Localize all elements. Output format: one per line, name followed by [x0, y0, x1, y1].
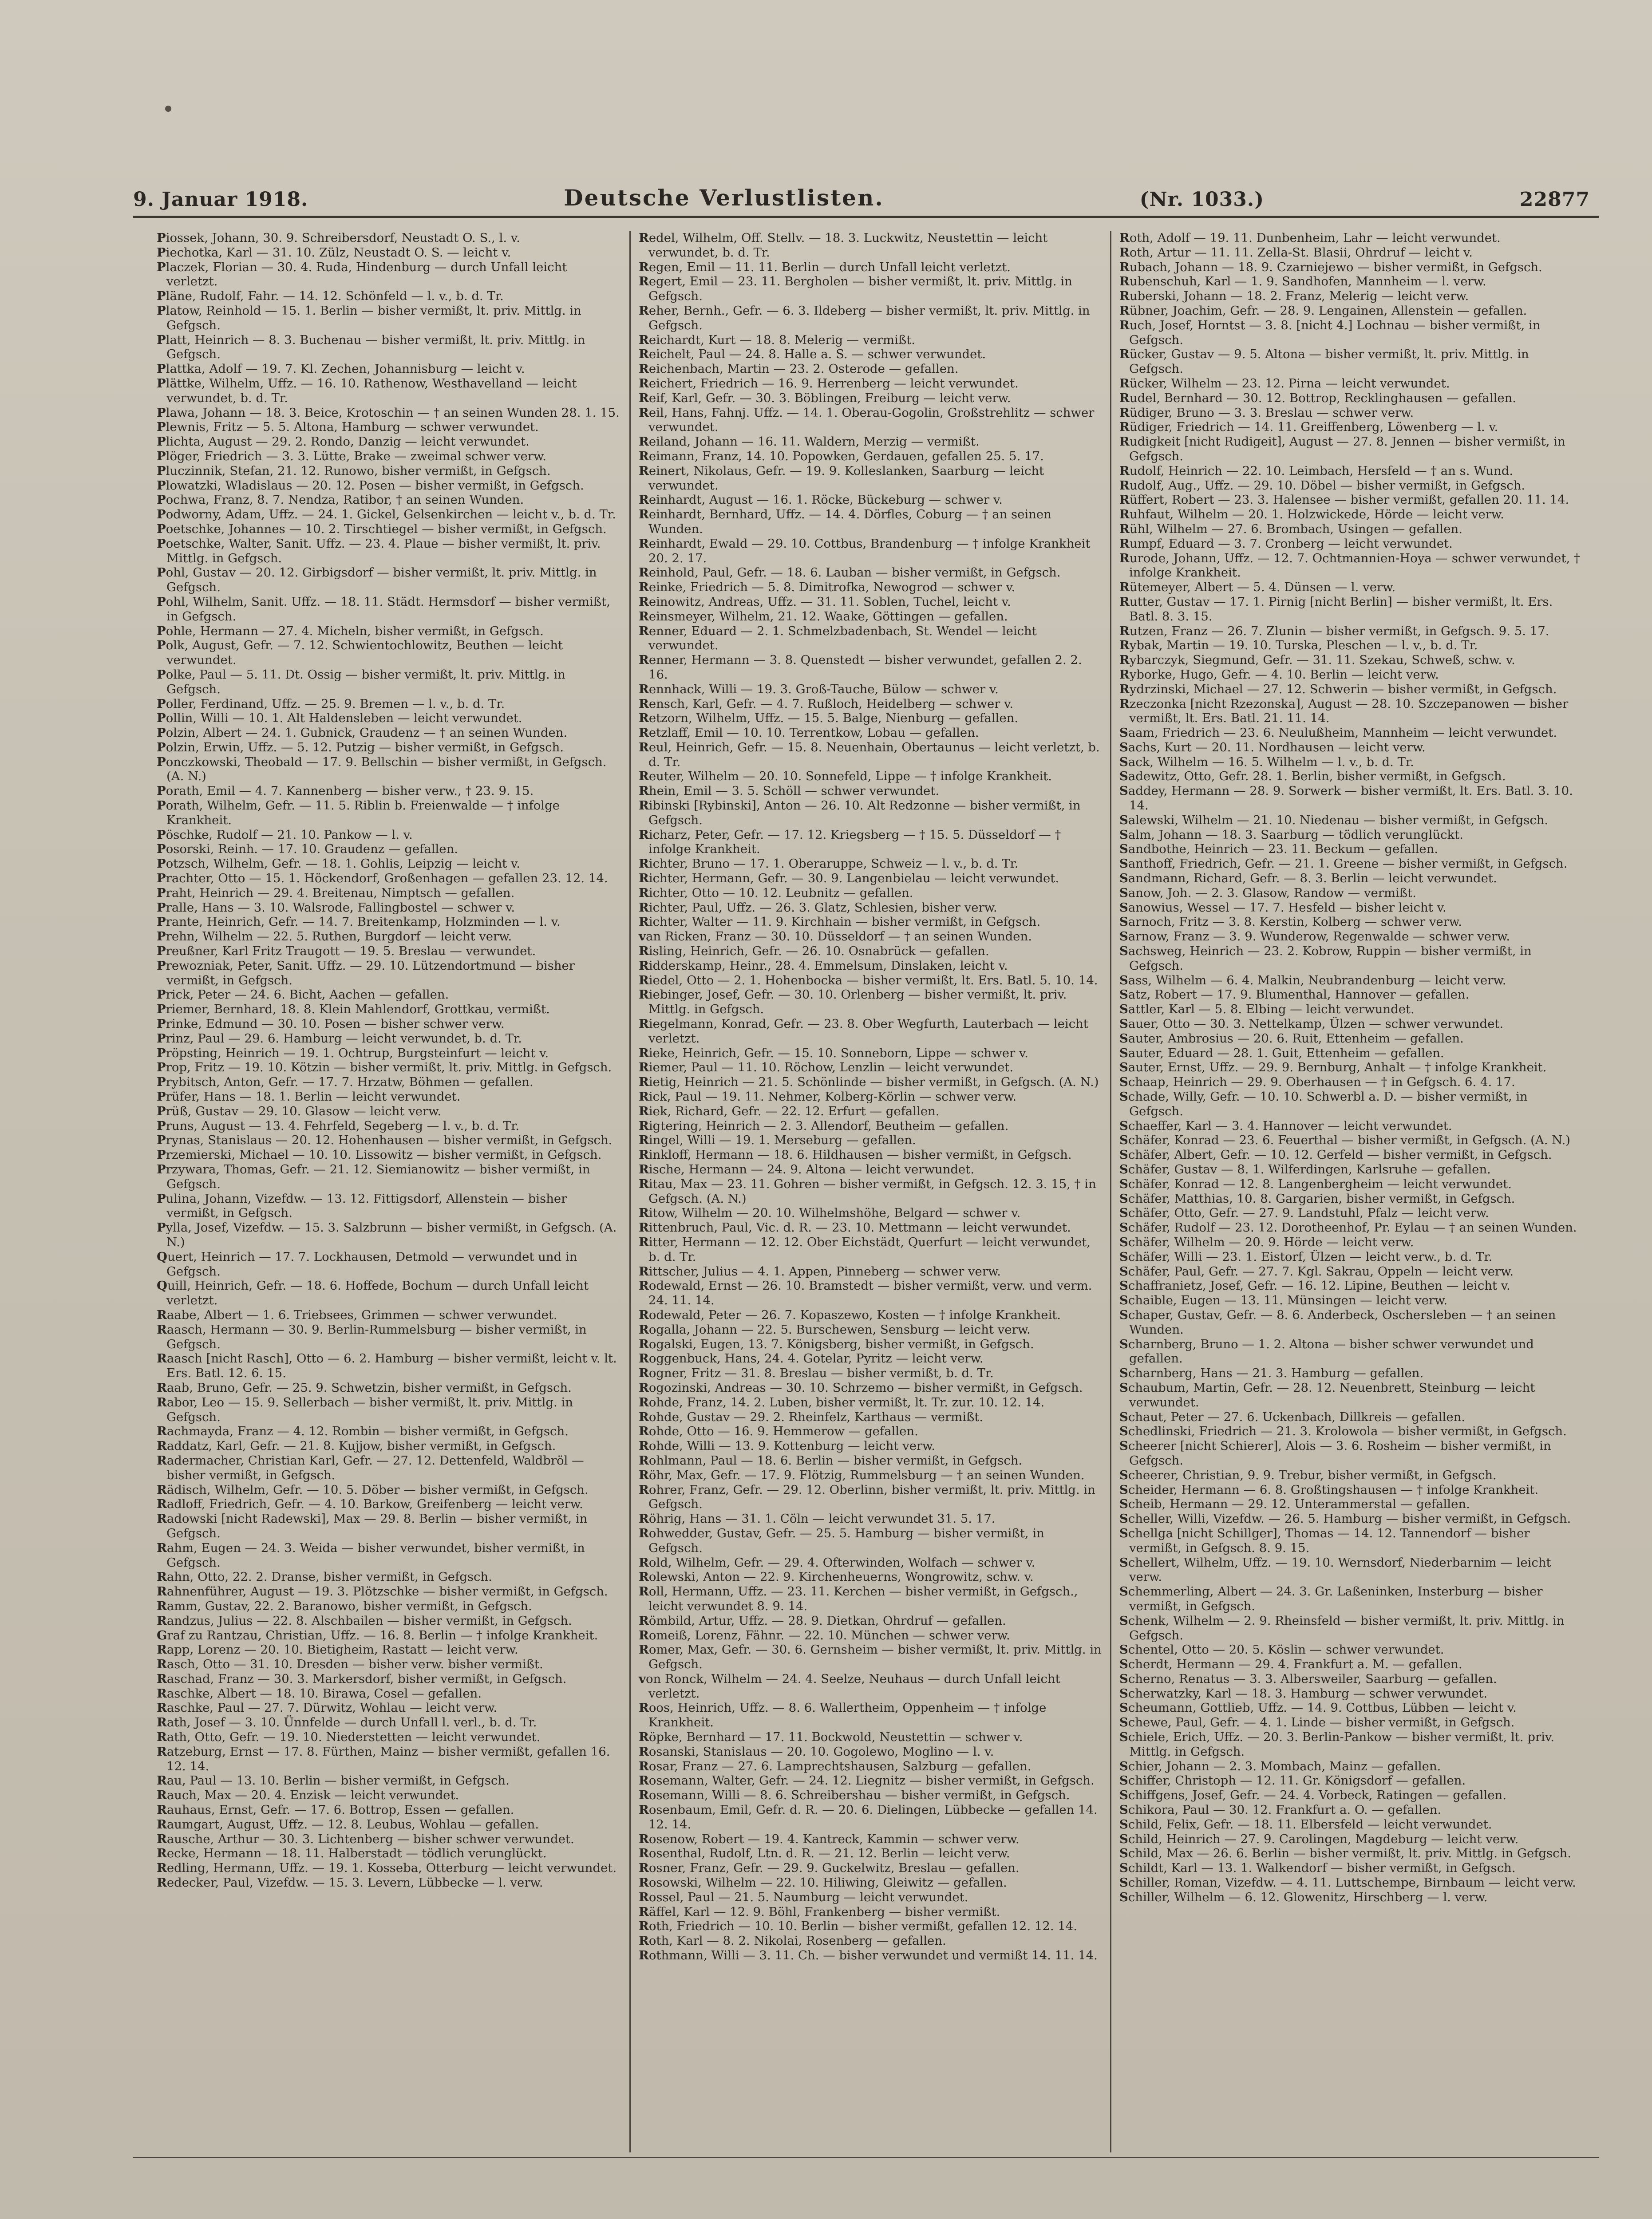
casualty-entry: Rubenschuh, Karl — 1. 9. Sandhofen, Mannheim — l. verw.: [1119, 274, 1486, 289]
casualty-entry: Roth, Karl — 8. 2. Nikolai, Rosenberg — gefallen.: [639, 1934, 946, 1948]
casualty-entry: Riek, Richard, Gefr. — 22. 12. Erfurt — gefallen.: [639, 1104, 940, 1118]
casualty-entry: Rolewski, Anton — 22. 9. Kirchenheuerns, Wongrowitz, schw. v.: [639, 1570, 1034, 1584]
casualty-entry: Prüß, Gustav — 29. 10. Glasow — leicht verw.: [157, 1104, 442, 1118]
casualty-entry: Rath, Otto, Gefr. — 19. 10. Niederstetten — leicht verwundet.: [157, 1730, 541, 1745]
casualty-entry: Sack, Wilhelm — 16. 5. Wilhelm — l. v., b. d. Tr.: [1119, 754, 1414, 769]
casualty-entry: Prehn, Wilhelm — 22. 5. Ruthen, Burgdorf — leicht verw.: [157, 929, 512, 944]
casualty-entry: Polzin, Albert — 24. 1. Gubnick, Graudenz — † an seinen Wunden.: [157, 726, 568, 740]
casualty-entry: Schaap, Heinrich — 29. 9. Oberhausen — † in Gefgsch. 6. 4. 17.: [1119, 1075, 1515, 1090]
casualty-entry: Raasch, Hermann — 30. 9. Berlin-Rummelsburg — bisher vermißt, in Gefgsch.: [157, 1322, 587, 1351]
casualty-entry: Salm, Johann — 18. 3. Saarburg — tödlich verunglückt.: [1119, 827, 1463, 842]
casualty-entry: Reinke, Friedrich — 5. 8. Dimitrofka, Newogrod — schwer v.: [639, 580, 1016, 595]
casualty-entry: Rohde, Franz, 14. 2. Luben, bisher vermißt, lt. Tr. zur. 10. 12. 14.: [639, 1395, 1045, 1410]
casualty-entry: Ringel, Willi — 19. 1. Merseburg — gefallen.: [639, 1133, 916, 1148]
casualty-entry: Risling, Heinrich, Gefr. — 26. 10. Osnabrück — gefallen.: [639, 944, 989, 959]
casualty-entry: Schiller, Roman, Vizefdw. — 4. 11. Luttschempe, Birnbaum — leicht verw.: [1119, 1875, 1576, 1890]
casualty-entry: Quert, Heinrich — 17. 7. Lockhausen, Detmold — verwundet und in Gefgsch.: [157, 1249, 577, 1279]
casualty-entry: Schaut, Peter — 27. 6. Uckenbach, Dillkreis — gefallen.: [1119, 1410, 1466, 1424]
casualty-entry: Redling, Hermann, Uffz. — 19. 1. Kosseba, Otterburg — leicht verwundet.: [157, 1861, 617, 1875]
casualty-entry: Rensch, Karl, Gefr. — 4. 7. Rußloch, Heidelberg — schwer v.: [639, 696, 1014, 711]
casualty-entry: Reichelt, Paul — 24. 8. Halle a. S. — schwer verwundet.: [639, 347, 986, 362]
casualty-entry: Reinsmeyer, Wilhelm, 21. 12. Waake, Göttingen — gefallen.: [639, 609, 1008, 624]
casualty-entry: Scherno, Renatus — 3. 3. Albersweiler, Saarburg — gefallen.: [1119, 1671, 1497, 1686]
casualty-entry: Reiland, Johann — 16. 11. Waldern, Merzig — vermißt.: [639, 434, 980, 449]
casualty-entry: Saddey, Hermann — 28. 9. Sorwerk — bisher vermißt, lt. Ers. Batl. 3. 10. 14.: [1119, 784, 1573, 813]
casualty-entry: Sauter, Eduard — 28. 1. Guit, Ettenheim — gefallen.: [1119, 1046, 1444, 1060]
casualty-entry: Rüdiger, Bruno — 3. 3. Breslau — schwer verw.: [1119, 405, 1414, 420]
casualty-entry: Schildt, Karl — 13. 1. Walkendorf — bisher vermißt, in Gefgsch.: [1119, 1861, 1516, 1875]
casualty-entry: Scharnberg, Bruno — 1. 2. Altona — bisher schwer verwundet und gefallen.: [1119, 1337, 1534, 1366]
casualty-entry: Pöschke, Rudolf — 21. 10. Pankow — l. v.: [157, 827, 413, 842]
casualty-entry: Schedlinski, Friedrich — 21. 3. Krolowola — bisher vermißt, in Gefgsch.: [1119, 1424, 1567, 1439]
header-date: 9. Januar 1918.: [133, 188, 308, 211]
casualty-entry: Reuter, Wilhelm — 20. 10. Sonnefeld, Lippe — † infolge Krankheit.: [639, 769, 1052, 784]
casualty-entry: Romeiß, Lorenz, Fähnr. — 22. 10. München — schwer verw.: [639, 1628, 1010, 1643]
casualty-entry: Radloff, Friedrich, Gefr. — 4. 10. Barkow, Greifenberg — leicht verw.: [157, 1497, 583, 1512]
casualty-entry: Rüdiger, Friedrich — 14. 11. Greiffenberg, Löwenberg — l. v.: [1119, 420, 1498, 434]
casualty-entry: Rudel, Bernhard — 30. 12. Bottrop, Recklinghausen — gefallen.: [1119, 391, 1517, 405]
casualty-entry: Plattka, Adolf — 19. 7. Kl. Zechen, Johannisburg — leicht v.: [157, 362, 525, 376]
casualty-entry: Santhoff, Friedrich, Gefr. — 21. 1. Greene — bisher vermißt, in Gefgsch.: [1119, 857, 1568, 871]
casualty-entry: Porath, Emil — 4. 7. Kannenberg — bisher verw., † 23. 9. 15.: [157, 784, 534, 798]
casualty-entry: Scherwatzky, Karl — 18. 3. Hamburg — schwer verwundet.: [1119, 1686, 1488, 1701]
casualty-entry: Schiffer, Christoph — 12. 11. Gr. Königsdorf — gefallen.: [1119, 1773, 1466, 1788]
casualty-entry: Reher, Bernh., Gefr. — 6. 3. Ildeberg — bisher vermißt, lt. priv. Mittlg. in Gefgsch.: [639, 303, 1090, 332]
casualty-entry: Schaper, Gustav, Gefr. — 8. 6. Anderbeck, Oschersleben — † an seinen Wunden.: [1119, 1307, 1556, 1337]
casualty-entry: Rybarczyk, Siegmund, Gefr. — 31. 11. Szekau, Schweß, schw. v.: [1119, 653, 1515, 667]
casualty-entry: Recke, Hermann — 18. 11. Halberstadt — tödlich verunglückt.: [157, 1846, 547, 1861]
casualty-entry: Raschad, Franz — 30. 3. Markersdorf, bisher vermißt, in Gefgsch.: [157, 1671, 567, 1686]
casualty-entry: Riebinger, Josef, Gefr. — 30. 10. Orlenberg — bisher vermißt, lt. priv. Mittlg. in Gefgsch.: [639, 987, 1067, 1017]
casualty-entry: Reimann, Franz, 14. 10. Popowken, Gerdauen, gefallen 25. 5. 17.: [639, 449, 1044, 463]
casualty-entry: Rausche, Arthur — 30. 3. Lichtenberg — bisher schwer verwundet.: [157, 1832, 574, 1846]
casualty-entry: Pochwa, Franz, 8. 7. Nendza, Ratibor, † an seinen Wunden.: [157, 493, 524, 507]
casualty-entry: Richter, Walter — 11. 9. Kirchhain — bisher vermißt, in Gefgsch.: [639, 915, 1041, 929]
casualty-entry: Prop, Fritz — 19. 10. Kötzin — bisher vermißt, lt. priv. Mittlg. in Gefgsch.: [157, 1060, 612, 1075]
casualty-entry: Polk, August, Gefr. — 7. 12. Schwientochlowitz, Beuthen — leicht verwundet.: [157, 638, 563, 667]
casualty-entry: Schäfer, Paul, Gefr. — 27. 7. Kgl. Sakrau, Oppeln — leicht verw.: [1119, 1264, 1514, 1279]
casualty-entry: Rau, Paul — 13. 10. Berlin — bisher vermißt, in Gefgsch.: [157, 1773, 510, 1788]
casualty-entry: Reinhold, Paul, Gefr. — 18. 6. Lauban — bisher vermißt, in Gefgsch.: [639, 565, 1061, 580]
casualty-entry: Räffel, Karl — 12. 9. Böhl, Frankenberg — bisher vermißt.: [639, 1904, 1000, 1919]
casualty-entry: Rosenow, Robert — 19. 4. Kantreck, Kammin — schwer verw.: [639, 1832, 1020, 1846]
casualty-entry: Rybak, Martin — 19. 10. Turska, Pleschen — l. v., b. d. Tr.: [1119, 638, 1478, 653]
casualty-entry: Polzin, Erwin, Uffz. — 5. 12. Putzig — bisher vermißt, in Gefgsch.: [157, 740, 564, 754]
casualty-entry: Rädisch, Wilhelm, Gefr. — 10. 5. Döber — bisher vermißt, in Gefgsch.: [157, 1482, 589, 1497]
casualty-entry: Rosemann, Willi — 8. 6. Schreibershau — bisher vermißt, in Gefgsch.: [639, 1788, 1070, 1803]
casualty-entry: Sachsweg, Heinrich — 23. 2. Kobrow, Ruppin — bisher vermißt, in Gefgsch.: [1119, 944, 1532, 973]
casualty-entry: Randzus, Julius — 22. 8. Alschbailen — bisher vermißt, in Gefgsch.: [157, 1613, 572, 1628]
casualty-entry: Plättke, Wilhelm, Uffz. — 16. 10. Rathenow, Westhavelland — leicht verwundet, b. d. Tr.: [157, 376, 577, 405]
casualty-entry: Podworny, Adam, Uffz. — 24. 1. Gickel, Gelsenkirchen — leicht v., b. d. Tr.: [157, 507, 616, 522]
casualty-entry: Rothmann, Willi — 3. 11. Ch. — bisher verwundet und vermißt 14. 11. 14.: [639, 1948, 1098, 1963]
casualty-entry: Roos, Heinrich, Uffz. — 8. 6. Wallertheim, Oppenheim — † infolge Krankheit.: [639, 1701, 1047, 1730]
casualty-entry: Reinhardt, Ewald — 29. 10. Cottbus, Brandenburg — † infolge Krankheit 20. 2. 17.: [639, 536, 1091, 565]
casualty-entry: von Ronck, Wilhelm — 24. 4. Seelze, Neuhaus — durch Unfall leicht verletzt.: [639, 1671, 1060, 1701]
casualty-entry: Poller, Ferdinand, Uffz. — 25. 9. Bremen — l. v., b. d. Tr.: [157, 696, 505, 711]
casualty-entry: Roth, Friedrich — 10. 10. Berlin — bisher vermißt, gefallen 12. 12. 14.: [639, 1919, 1078, 1934]
casualty-entry: Reinhardt, August — 16. 1. Röcke, Bückeburg — schwer v.: [639, 493, 1003, 507]
casualty-entry: Schäfer, Konrad — 23. 6. Feuerthal — bisher vermißt, in Gefgsch. (A. N.): [1119, 1133, 1570, 1148]
casualty-entry: Schiffgens, Josef, Gefr. — 24. 4. Vorbeck, Ratingen — gefallen.: [1119, 1788, 1506, 1803]
casualty-entry: Sachs, Kurt — 20. 11. Nordhausen — leicht verw.: [1119, 740, 1426, 754]
casualty-entry: Potzsch, Wilhelm, Gefr. — 18. 1. Gohlis, Leipzig — leicht v.: [157, 857, 520, 871]
casualty-entry: Posorski, Reinh. — 17. 10. Graudenz — gefallen.: [157, 842, 458, 857]
casualty-entry: Rudolf, Aug., Uffz. — 29. 10. Döbel — bisher vermißt, in Gefgsch.: [1119, 478, 1526, 493]
casualty-entry: Rühl, Wilhelm — 27. 6. Brombach, Usingen — gefallen.: [1119, 521, 1462, 536]
casualty-entry: Rudigkeit [nicht Rudigeit], August — 27. 8. Jennen — bisher vermißt, in Gefgsch.: [1119, 434, 1565, 463]
casualty-entry: Rosanski, Stanislaus — 20. 10. Gogolewo, Moglino — l. v.: [639, 1744, 994, 1759]
casualty-entry: Sarnoch, Fritz — 3. 8. Kerstin, Kolberg — schwer verw.: [1119, 915, 1462, 929]
casualty-entry: Riegelmann, Konrad, Gefr. — 23. 8. Ober Wegfurth, Lauterbach — leicht verletzt.: [639, 1017, 1088, 1046]
casualty-entry: Rabor, Leo — 15. 9. Sellerbach — bisher vermißt, lt. priv. Mittlg. in Gefgsch.: [157, 1395, 573, 1424]
casualty-entry: Schäfer, Matthias, 10. 8. Gargarien, bisher vermißt, in Gefgsch.: [1119, 1191, 1515, 1206]
casualty-entry: Raasch [nicht Rasch], Otto — 6. 2. Hamburg — bisher vermißt, leicht v. lt. Ers. Batl. 12. 6. 15.: [157, 1351, 617, 1381]
casualty-entry: Schemmerling, Albert — 24. 3. Gr. Laßeninken, Insterburg — bisher vermißt, in Gefgsch.: [1119, 1584, 1543, 1613]
casualty-entry: Richter, Hermann, Gefr. — 30. 9. Langenbielau — leicht verwundet.: [639, 871, 1059, 886]
casualty-entry: Platow, Reinhold — 15. 1. Berlin — bisher vermißt, lt. priv. Mittlg. in Gefgsch.: [157, 303, 581, 332]
casualty-entry: Saam, Friedrich — 23. 6. Neulußheim, Mannheim — leicht verwundet.: [1119, 726, 1557, 740]
casualty-entry: Przywara, Thomas, Gefr. — 21. 12. Siemianowitz — bisher vermißt, in Gefgsch.: [157, 1162, 590, 1191]
casualty-entry: Pralle, Hans — 3. 10. Walsrode, Fallingbostel — schwer v.: [157, 900, 515, 915]
header-issue: (Nr. 1033.): [1139, 188, 1265, 211]
casualty-entry: Rogner, Fritz — 31. 8. Breslau — bisher vermißt, b. d. Tr.: [639, 1366, 994, 1381]
casualty-entry: Rosowski, Wilhelm — 22. 10. Hiliwing, Gleiwitz — gefallen.: [639, 1875, 1007, 1890]
casualty-entry: Rath, Josef — 3. 10. Ünnfelde — durch Unfall l. verl., b. d. Tr.: [157, 1715, 537, 1730]
casualty-entry: Raab, Bruno, Gefr. — 25. 9. Schwetzin, bisher vermißt, in Gefgsch.: [157, 1380, 572, 1395]
casualty-entry: Rogalski, Eugen, 13. 7. Königsberg, bisher vermißt, in Gefgsch.: [639, 1337, 1034, 1351]
casualty-entry: Quill, Heinrich, Gefr. — 18. 6. Hoffede, Bochum — durch Unfall leicht verletzt.: [157, 1279, 589, 1308]
casualty-entry: Plewnis, Fritz — 5. 5. Altona, Hamburg — schwer verwundet.: [157, 420, 539, 434]
casualty-entry: Röhr, Max, Gefr. — 17. 9. Flötzig, Rummelsburg — † an seinen Wunden.: [639, 1468, 1085, 1482]
casualty-entry: Ribinski [Rybinski], Anton — 26. 10. Alt Redzonne — bisher vermißt, in Gefgsch.: [639, 798, 1081, 827]
casualty-entry: Prynas, Stanislaus — 20. 12. Hohenhausen — bisher vermißt, in Gefgsch.: [157, 1133, 613, 1148]
casualty-entry: Poetschke, Johannes — 10. 2. Tirschtiegel — bisher vermißt, in Gefgsch.: [157, 521, 607, 536]
casualty-entry: Rapp, Lorenz — 20. 10. Bietigheim, Rastatt — leicht verw.: [157, 1643, 518, 1657]
casualty-entry: Prinke, Edmund — 30. 10. Posen — bisher schwer verw.: [157, 1017, 505, 1031]
casualty-entry: Regen, Emil — 11. 11. Berlin — durch Unfall leicht verletzt.: [639, 260, 1011, 274]
casualty-entry: Poetschke, Walter, Sanit. Uffz. — 23. 4. Plaue — bisher vermißt, lt. priv. Mittlg. in Gefgsch.: [157, 536, 601, 565]
casualty-entry: Scheumann, Gottlieb, Uffz. — 14. 9. Cottbus, Lübben — leicht v.: [1119, 1701, 1517, 1715]
casualty-entry: Prick, Peter — 24. 6. Bicht, Aachen — gefallen.: [157, 987, 449, 1002]
casualty-entry: Raschke, Albert — 18. 10. Birawa, Cosel — gefallen.: [157, 1686, 482, 1701]
casualty-entry: Scharnberg, Hans — 21. 3. Hamburg — gefallen.: [1119, 1366, 1424, 1381]
casualty-entry: Ponczkowski, Theobald — 17. 9. Bellschin — bisher vermißt, in Gefgsch. (A. N.): [157, 754, 607, 784]
casualty-entry: Ratzeburg, Ernst — 17. 8. Fürthen, Mainz — bisher vermißt, gefallen 16. 12. 14.: [157, 1744, 610, 1773]
casualty-entry: Reinhardt, Bernhard, Uffz. — 14. 4. Dörfles, Coburg — † an seinen Wunden.: [639, 507, 1051, 536]
casualty-entry: Redel, Wilhelm, Off. Stellv. — 18. 3. Luckwitz, Neustettin — leicht verwundet, b. d. Tr.: [639, 231, 1048, 260]
casualty-entry: Ruch, Josef, Horntst — 3. 8. [nicht 4.] Lochnau — bisher vermißt, in Gefgsch.: [1119, 318, 1541, 347]
casualty-entry: Scheib, Hermann — 29. 12. Unterammerstal — gefallen.: [1119, 1497, 1470, 1512]
casualty-entry: Rennhack, Willi — 19. 3. Groß-Tauche, Bülow — schwer v.: [639, 682, 999, 696]
casualty-entry: Scheerer, Christian, 9. 9. Trebur, bisher vermißt, in Gefgsch.: [1119, 1468, 1497, 1482]
casualty-entry: Raschke, Paul — 27. 7. Dürwitz, Wohlau — leicht verw.: [157, 1701, 498, 1715]
casualty-entry: Schäfer, Rudolf — 23. 12. Dorotheenhof, Pr. Eylau — † an seinen Wunden.: [1119, 1220, 1577, 1235]
casualty-entry: Schiller, Wilhelm — 6. 12. Glowenitz, Hirschberg — l. verw.: [1119, 1890, 1488, 1904]
casualty-entry: Rüffert, Robert — 23. 3. Halensee — bisher vermißt, gefallen 20. 11. 14.: [1119, 493, 1569, 507]
header-title: Deutsche Verlustlisten.: [564, 185, 884, 211]
casualty-entry: Rydrzinski, Michael — 27. 12. Schwerin — bisher vermißt, in Gefgsch.: [1119, 682, 1557, 696]
casualty-entry: Rhein, Emil — 3. 5. Schöll — schwer verwundet.: [639, 784, 940, 798]
casualty-entry: Ruhfaut, Wilhelm — 20. 1. Holzwickede, Hörde — leicht verw.: [1119, 507, 1504, 522]
casualty-entry: Römbild, Artur, Uffz. — 28. 9. Dietkan, Ohrdruf — gefallen.: [639, 1613, 1006, 1628]
column-2: [629, 231, 1110, 2152]
casualty-entry: Ritter, Hermann — 12. 12. Ober Eichstädt, Querfurt — leicht verwundet, b. d. Tr.: [639, 1235, 1091, 1264]
casualty-entry: Raabe, Albert — 1. 6. Triebsees, Grimmen — schwer verwundet.: [157, 1307, 557, 1322]
casualty-entry: Schäfer, Konrad — 12. 8. Langenbergheim — leicht verwundet.: [1119, 1177, 1512, 1191]
casualty-entry: Rahnenführer, August — 19. 3. Plötzschke — bisher vermißt, in Gefgsch.: [157, 1584, 608, 1599]
casualty-entry: Sarnow, Franz — 3. 9. Wunderow, Regenwalde — schwer verw.: [1119, 929, 1510, 944]
casualty-entry: Schild, Felix, Gefr. — 18. 11. Elbersfeld — leicht verwundet.: [1119, 1817, 1492, 1832]
casualty-entry: Rahm, Eugen — 24. 3. Weida — bisher verwundet, bisher vermißt, in Gefgsch.: [157, 1540, 585, 1570]
casualty-entry: Regert, Emil — 23. 11. Bergholen — bisher vermißt, lt. priv. Mittlg. in Gefgsch.: [639, 274, 1072, 304]
casualty-entry: Pohl, Gustav — 20. 12. Girbigsdorf — bisher vermißt, lt. priv. Mittlg. in Gefgsch.: [157, 565, 597, 595]
casualty-entry: Schewe, Paul, Gefr. — 4. 1. Linde — bisher vermißt, in Gefgsch.: [1119, 1715, 1515, 1730]
casualty-entry: Plöger, Friedrich — 3. 3. Lütte, Brake — zweimal schwer verw.: [157, 449, 546, 463]
casualty-entry: Rohrer, Franz, Gefr. — 29. 12. Oberlinn, bisher vermißt, lt. priv. Mittlg. in Gefgsch.: [639, 1482, 1095, 1512]
casualty-entry: Ruberski, Johann — 18. 2. Franz, Melerig — leicht verw.: [1119, 289, 1469, 304]
casualty-entry: Roth, Artur — 11. 11. Zella-St. Blasii, Ohrdruf — leicht v.: [1119, 245, 1473, 260]
casualty-entry: Ritow, Wilhelm — 20. 10. Wilhelmshöhe, Belgard — schwer v.: [639, 1206, 1021, 1220]
casualty-entry: Reul, Heinrich, Gefr. — 15. 8. Neuenhain, Obertaunus — leicht verletzt, b. d. Tr.: [639, 740, 1100, 769]
casualty-entry: Preußner, Karl Fritz Traugott — 19. 5. Breslau — verwundet.: [157, 944, 536, 959]
casualty-entry: Rosenbaum, Emil, Gefr. d. R. — 20. 6. Dielingen, Lübbecke — gefallen 14. 12. 14.: [639, 1803, 1098, 1832]
casualty-entry: Rutzen, Franz — 26. 7. Zlunin — bisher vermißt, in Gefgsch. 9. 5. 17.: [1119, 624, 1549, 638]
casualty-entry: Rutter, Gustav — 17. 1. Pirnig [nicht Berlin] — bisher vermißt, lt. Ers. Batl. 8. 3. 15.: [1119, 594, 1553, 624]
casualty-list-columns: [149, 231, 1591, 2152]
casualty-entry: Pluczinnik, Stefan, 21. 12. Runowo, bisher vermißt, in Gefgsch.: [157, 463, 551, 478]
casualty-entry: Schaubum, Martin, Gefr. — 28. 12. Neuenbrett, Steinburg — leicht verwundet.: [1119, 1380, 1535, 1410]
casualty-entry: Rohde, Otto — 16. 9. Hemmerow — gefallen.: [639, 1424, 918, 1439]
casualty-entry: Placzek, Florian — 30. 4. Ruda, Hindenburg — durch Unfall leicht verletzt.: [157, 260, 567, 289]
casualty-entry: Schiele, Erich, Uffz. — 20. 3. Berlin-Pankow — bisher vermißt, lt. priv. Mittlg. in Gefgsch.: [1119, 1730, 1554, 1759]
casualty-entry: Rigtering, Heinrich — 2. 3. Allendorf, Beutheim — gefallen.: [639, 1118, 1009, 1133]
column-3: [1110, 231, 1591, 2152]
casualty-entry: Platt, Heinrich — 8. 3. Buchenau — bisher vermißt, lt. priv. Mittlg. in Gefgsch.: [157, 332, 585, 362]
casualty-entry: Ramm, Gustav, 22. 2. Baranowo, bisher vermißt, in Gefgsch.: [157, 1599, 532, 1613]
casualty-entry: Rauhaus, Ernst, Gefr. — 17. 6. Bottrop, Essen — gefallen.: [157, 1803, 514, 1817]
casualty-entry: Schäfer, Otto, Gefr. — 27. 9. Landstuhl, Pfalz — leicht verw.: [1119, 1206, 1489, 1220]
casualty-entry: Schellga [nicht Schillger], Thomas — 14. 12. Tannendorf — bisher vermißt, in Gefgsch. 8. 9. 15.: [1119, 1526, 1530, 1555]
casualty-entry: Plawa, Johann — 18. 3. Beice, Krotoschin — † an seinen Wunden 28. 1. 15.: [157, 405, 620, 420]
casualty-entry: Rurode, Johann, Uffz. — 12. 7. Ochtmannien-Hoya — schwer verwundet, † infolge Krankheit.: [1119, 551, 1580, 580]
casualty-entry: Pohle, Hermann — 27. 4. Micheln, bisher vermißt, in Gefgsch.: [157, 624, 544, 638]
casualty-entry: Graf zu Rantzau, Christian, Uffz. — 16. 8. Berlin — † infolge Krankheit.: [157, 1628, 598, 1643]
casualty-entry: Rittscher, Julius — 4. 1. Appen, Pinneberg — schwer verw.: [639, 1264, 1001, 1279]
casualty-entry: Richter, Bruno — 17. 1. Oberaruppe, Schweiz — l. v., b. d. Tr.: [639, 857, 1019, 871]
casualty-entry: Roggenbuck, Hans, 24. 4. Gotelar, Pyritz — leicht verw.: [639, 1351, 984, 1366]
footer-rule: [133, 2157, 1599, 2158]
casualty-entry: Rohde, Gustav — 29. 2. Rheinfelz, Karthaus — vermißt.: [639, 1410, 984, 1424]
casualty-entry: Prachter, Otto — 15. 1. Höckendorf, Großenhagen — gefallen 23. 12. 14.: [157, 871, 608, 886]
casualty-entry: Rahn, Otto, 22. 2. Dranse, bisher vermißt, in Gefgsch.: [157, 1570, 492, 1584]
casualty-entry: Rieke, Heinrich, Gefr. — 15. 10. Sonneborn, Lippe — schwer v.: [639, 1046, 1028, 1060]
casualty-entry: Rohwedder, Gustav, Gefr. — 25. 5. Hamburg — bisher vermißt, in Gefgsch.: [639, 1526, 1044, 1555]
casualty-entry: Pollin, Willi — 10. 1. Alt Haldensleben — leicht verwundet.: [157, 711, 522, 726]
casualty-entry: Reinowitz, Andreas, Uffz. — 31. 11. Soblen, Tuchel, leicht v.: [639, 594, 1011, 609]
casualty-entry: Rücker, Wilhelm — 23. 12. Pirna — leicht verwundet.: [1119, 376, 1450, 391]
casualty-entry: Schellert, Wilhelm, Uffz. — 19. 10. Wernsdorf, Niederbarnim — leicht verw.: [1119, 1555, 1551, 1584]
casualty-entry: Sattler, Karl — 5. 8. Elbing — leicht verwundet.: [1119, 1002, 1415, 1017]
casualty-entry: Radowski [nicht Radewski], Max — 29. 8. Berlin — bisher vermißt, in Gefgsch.: [157, 1512, 588, 1540]
casualty-entry: Sanowius, Wessel — 17. 7. Hesfeld — bisher leicht v.: [1119, 900, 1446, 915]
casualty-entry: Pohl, Wilhelm, Sanit. Uffz. — 18. 11. Städt. Hermsdorf — bisher vermißt, in Gefgsch.: [157, 594, 610, 624]
page-header: [133, 180, 1590, 211]
casualty-entry: Romer, Max, Gefr. — 30. 6. Gernsheim — bisher vermißt, lt. priv. Mittlg. in Gefgsch.: [639, 1643, 1102, 1672]
casualty-entry: Pläne, Rudolf, Fahr. — 14. 12. Schönfeld — l. v., b. d. Tr.: [157, 289, 504, 304]
casualty-entry: Rische, Hermann — 24. 9. Altona — leicht verwundet.: [639, 1162, 975, 1177]
casualty-entry: Rücker, Gustav — 9. 5. Altona — bisher vermißt, lt. priv. Mittlg. in Gefgsch.: [1119, 347, 1529, 376]
casualty-entry: Retzorn, Wilhelm, Uffz. — 15. 5. Balge, Nienburg — gefallen.: [639, 711, 1019, 726]
casualty-entry: Schild, Max — 26. 6. Berlin — bisher vermißt, lt. priv. Mittlg. in Gefgsch.: [1119, 1846, 1571, 1861]
casualty-entry: Piossek, Johann, 30. 9. Schreibersdorf, Neustadt O. S., l. v.: [157, 231, 520, 245]
casualty-entry: Rohlmann, Paul — 18. 6. Berlin — bisher vermißt, in Gefgsch.: [639, 1453, 1023, 1468]
casualty-entry: Przemierski, Michael — 10. 10. Lissowitz — bisher vermißt, in Gefgsch.: [157, 1148, 602, 1162]
casualty-entry: Prüfer, Hans — 18. 1. Berlin — leicht verwundet.: [157, 1090, 461, 1104]
casualty-entry: Salewski, Wilhelm — 21. 10. Niedenau — bisher vermißt, in Gefgsch.: [1119, 813, 1549, 827]
casualty-entry: Rietig, Heinrich — 21. 5. Schönlinde — bisher vermißt, in Gefgsch. (A. N.): [639, 1075, 1099, 1090]
casualty-entry: Ryborke, Hugo, Gefr. — 4. 10. Berlin — leicht verw.: [1119, 667, 1439, 682]
casualty-entry: Schade, Willy, Gefr. — 10. 10. Schwerbl a. D. — bisher vermißt, in Gefgsch.: [1119, 1090, 1528, 1118]
header-page-number: 22877: [1519, 188, 1590, 211]
casualty-entry: Renner, Eduard — 2. 1. Schmelzbadenbach, St. Wendel — leicht verwundet.: [639, 624, 1037, 653]
casualty-entry: Sass, Wilhelm — 6. 4. Malkin, Neubrandenburg — leicht verw.: [1119, 973, 1506, 987]
casualty-entry: Sauer, Otto — 30. 3. Nettelkamp, Ülzen — schwer verwundet.: [1119, 1017, 1504, 1031]
casualty-entry: Reif, Karl, Gefr. — 30. 3. Böblingen, Freiburg — leicht verw.: [639, 391, 1011, 405]
casualty-entry: Schaffranietz, Josef, Gefr. — 16. 12. Lipine, Beuthen — leicht v.: [1119, 1279, 1510, 1293]
casualty-entry: Porath, Wilhelm, Gefr. — 11. 5. Riblin b. Freienwalde — † infolge Krankheit.: [157, 798, 560, 827]
casualty-entry: Schäfer, Gustav — 8. 1. Wilferdingen, Karlsruhe — gefallen.: [1119, 1162, 1491, 1177]
casualty-entry: Sandbothe, Heinrich — 23. 11. Beckum — gefallen.: [1119, 842, 1439, 857]
casualty-entry: Scheerer [nicht Schierer], Alois — 3. 6. Rosheim — bisher vermißt, in Gefgsch.: [1119, 1439, 1551, 1468]
casualty-entry: Rodewald, Peter — 26. 7. Kopaszewo, Kosten — † infolge Krankheit.: [639, 1307, 1061, 1322]
casualty-entry: Priemer, Bernhard, 18. 8. Klein Mahlendorf, Grottkau, vermißt.: [157, 1002, 550, 1017]
casualty-entry: Ritau, Max — 23. 11. Gohren — bisher vermißt, in Gefgsch. 12. 3. 15, † in Gefgsch. (A. N.): [639, 1177, 1096, 1206]
casualty-entry: van Ricken, Franz — 30. 10. Düsseldorf — † an seinen Wunden.: [639, 929, 1032, 944]
casualty-entry: Retzlaff, Emil — 10. 10. Terrentkow, Lobau — gefallen.: [639, 726, 979, 740]
casualty-entry: Schentel, Otto — 20. 5. Köslin — schwer verwundet.: [1119, 1643, 1444, 1657]
header-rule: [133, 216, 1599, 218]
casualty-entry: Prinz, Paul — 29. 6. Hamburg — leicht verwundet, b. d. Tr.: [157, 1031, 522, 1046]
casualty-entry: Reichardt, Kurt — 18. 8. Melerig — vermißt.: [639, 332, 916, 347]
casualty-entry: Rick, Paul — 19. 11. Nehmer, Kolberg-Körlin — schwer verw.: [639, 1090, 1017, 1104]
casualty-entry: Roll, Hermann, Uffz. — 23. 11. Kerchen — bisher vermißt, in Gefgsch., leicht verwundet 8. 9. 14.: [639, 1584, 1078, 1613]
casualty-entry: Praht, Heinrich — 29. 4. Breitenau, Nimptsch — gefallen.: [157, 885, 515, 900]
casualty-entry: Rachmayda, Franz — 4. 12. Rombin — bisher vermißt, in Gefgsch.: [157, 1424, 569, 1439]
casualty-entry: Sandmann, Richard, Gefr. — 8. 3. Berlin — leicht verwundet.: [1119, 871, 1497, 886]
casualty-entry: Pröpsting, Heinrich — 19. 1. Ochtrup, Burgsteinfurt — leicht v.: [157, 1046, 549, 1060]
casualty-entry: Plowatzki, Wladislaus — 20. 12. Posen — bisher vermißt, in Gefgsch.: [157, 478, 584, 493]
casualty-entry: Reichert, Friedrich — 16. 9. Herrenberg — leicht verwundet.: [639, 376, 1019, 391]
casualty-entry: Rudolf, Heinrich — 22. 10. Leimbach, Hersfeld — † an s. Wund.: [1119, 463, 1514, 478]
casualty-entry: Rold, Wilhelm, Gefr. — 29. 4. Ofterwinden, Wolfach — schwer v.: [639, 1555, 1035, 1570]
casualty-entry: Riemer, Paul — 11. 10. Röchow, Lenzlin — leicht verwundet.: [639, 1060, 1014, 1075]
casualty-entry: Röhrig, Hans — 31. 1. Cöln — leicht verwundet 31. 5. 17.: [639, 1512, 996, 1526]
casualty-entry: Piechotka, Karl — 31. 10. Zülz, Neustadt O. S. — leicht v.: [157, 245, 511, 260]
casualty-entry: Prewozniak, Peter, Sanit. Uffz. — 29. 10. Lützendortmund — bisher vermißt, in Gefgsch.: [157, 958, 575, 987]
casualty-entry: Sauter, Ambrosius — 20. 6. Ruit, Ettenheim — gefallen.: [1119, 1031, 1464, 1046]
casualty-entry: Rütemeyer, Albert — 5. 4. Dünsen — l. verw.: [1119, 580, 1396, 595]
casualty-entry: Scheller, Willi, Vizefdw. — 26. 5. Hamburg — bisher vermißt, in Gefgsch.: [1119, 1512, 1571, 1526]
casualty-entry: Sauter, Ernst, Uffz. — 29. 9. Bernburg, Anhalt — † infolge Krankheit.: [1119, 1060, 1547, 1075]
casualty-entry: Schild, Heinrich — 27. 9. Carolingen, Magdeburg — leicht verw.: [1119, 1832, 1519, 1846]
casualty-entry: Richter, Otto — 10. 12. Leubnitz — gefallen.: [639, 885, 913, 900]
casualty-entry: Rodewald, Ernst — 26. 10. Bramstedt — bisher vermißt, verw. und verm. 24. 11. 14.: [639, 1279, 1092, 1308]
casualty-entry: Richarz, Peter, Gefr. — 17. 12. Kriegsberg — † 15. 5. Düsseldorf — † infolge Krankheit.: [639, 827, 1061, 857]
casualty-entry: Rzeczonka [nicht Rzezonska], August — 28. 10. Szczepanowen — bisher vermißt, lt. Ers. Batl. 21. 11. 14.: [1119, 696, 1569, 726]
casualty-entry: Schenk, Wilhelm — 2. 9. Rheinsfeld — bisher vermißt, lt. priv. Mittlg. in Gefgsch.: [1119, 1613, 1565, 1643]
casualty-entry: Redecker, Paul, Vizefdw. — 15. 3. Levern, Lübbecke — l. verw.: [157, 1875, 543, 1890]
casualty-entry: Rosar, Franz — 27. 6. Lamprechtshausen, Salzburg — gefallen.: [639, 1759, 1032, 1773]
ink-dot: [165, 106, 171, 112]
casualty-entry: Schäfer, Willi — 23. 1. Eistorf, Ülzen — leicht verw., b. d. Tr.: [1119, 1249, 1493, 1264]
casualty-entry: Rumpf, Eduard — 3. 7. Cronberg — leicht verwundet.: [1119, 536, 1453, 551]
casualty-entry: Reinert, Nikolaus, Gefr. — 19. 9. Kolleslanken, Saarburg — leicht verwundet.: [639, 463, 1044, 493]
casualty-entry: Rosner, Franz, Gefr. — 29. 9. Guckelwitz, Breslau — gefallen.: [639, 1861, 1020, 1875]
casualty-entry: Scheider, Hermann — 6. 8. Großtingshausen — † infolge Krankheit.: [1119, 1482, 1539, 1497]
casualty-entry: Röpke, Bernhard — 17. 11. Bockwold, Neustettin — schwer v.: [639, 1730, 1023, 1745]
casualty-entry: Ridderskamp, Heinr., 28. 4. Emmelsum, Dinslaken, leicht v.: [639, 958, 1008, 973]
casualty-entry: Polke, Paul — 5. 11. Dt. Ossig — bisher vermißt, lt. priv. Mittlg. in Gefgsch.: [157, 667, 565, 696]
casualty-entry: Rübner, Joachim, Gefr. — 28. 9. Lengainen, Allenstein — gefallen.: [1119, 303, 1527, 318]
casualty-entry: Schaeffer, Karl — 3. 4. Hannover — leicht verwundet.: [1119, 1118, 1452, 1133]
casualty-entry: Reil, Hans, Fahnj. Uffz. — 14. 1. Oberau-Gogolin, Großstrehlitz — schwer verwundet.: [639, 405, 1095, 434]
casualty-entry: Raumgart, August, Uffz. — 12. 8. Leubus, Wohlau — gefallen.: [157, 1817, 539, 1832]
column-1: [149, 231, 629, 2152]
casualty-entry: Schäfer, Wilhelm — 20. 9. Hörde — leicht verw.: [1119, 1235, 1414, 1249]
casualty-entry: Pruns, August — 13. 4. Fehrfeld, Segeberg — l. v., b. d. Tr.: [157, 1118, 520, 1133]
casualty-entry: Scherdt, Hermann — 29. 4. Frankfurt a. M. — gefallen.: [1119, 1657, 1462, 1672]
casualty-entry: Rogozinski, Andreas — 30. 10. Schrzemo — bisher vermißt, in Gefgsch.: [639, 1380, 1083, 1395]
casualty-entry: Schikora, Paul — 30. 12. Frankfurt a. O. — gefallen.: [1119, 1803, 1442, 1817]
casualty-entry: Sadewitz, Otto, Gefr. 28. 1. Berlin, bisher vermißt, in Gefgsch.: [1119, 769, 1506, 784]
casualty-entry: Schäfer, Albert, Gefr. — 10. 12. Gerfeld — bisher vermißt, in Gefgsch.: [1119, 1148, 1552, 1162]
casualty-entry: Rittenbruch, Paul, Vic. d. R. — 23. 10. Mettmann — leicht verwundet.: [639, 1220, 1071, 1235]
casualty-entry: Reichenbach, Martin — 23. 2. Osterode — gefallen.: [639, 362, 959, 376]
casualty-entry: Rosemann, Walter, Gefr. — 24. 12. Liegnitz — bisher vermißt, in Gefgsch.: [639, 1773, 1095, 1788]
casualty-entry: Rossel, Paul — 21. 5. Naumburg — leicht verwundet.: [639, 1890, 968, 1904]
casualty-entry: Rohde, Willi — 13. 9. Kottenburg — leicht verw.: [639, 1439, 936, 1453]
casualty-entry: Pylla, Josef, Vizefdw. — 15. 3. Salzbrunn — bisher vermißt, in Gefgsch. (A. N.): [157, 1220, 617, 1249]
casualty-entry: Prybitsch, Anton, Gefr. — 17. 7. Hrzatw, Böhmen — gefallen.: [157, 1075, 534, 1090]
casualty-entry: Sanow, Joh. — 2. 3. Glasow, Randow — vermißt.: [1119, 885, 1416, 900]
casualty-entry: Riedel, Otto — 2. 1. Hohenbocka — bisher vermißt, lt. Ers. Batl. 5. 10. 14.: [639, 973, 1098, 987]
casualty-entry: Schier, Johann — 2. 3. Mombach, Mainz — gefallen.: [1119, 1759, 1441, 1773]
casualty-entry: Satz, Robert — 17. 9. Blumenthal, Hannover — gefallen.: [1119, 987, 1470, 1002]
casualty-entry: Schaible, Eugen — 13. 11. Münsingen — leicht verw.: [1119, 1293, 1448, 1308]
casualty-entry: Radermacher, Christian Karl, Gefr. — 27. 12. Dettenfeld, Waldbröl — bisher vermißt, in Gefgsch.: [157, 1453, 584, 1482]
casualty-entry: Plichta, August — 29. 2. Rondo, Danzig — leicht verwundet.: [157, 434, 530, 449]
casualty-entry: Richter, Paul, Uffz. — 26. 3. Glatz, Schlesien, bisher verw.: [639, 900, 997, 915]
casualty-entry: Raddatz, Karl, Gefr. — 21. 8. Kujjow, bisher vermißt, in Gefgsch.: [157, 1439, 556, 1453]
casualty-entry: Rubach, Johann — 18. 9. Czarniejewo — bisher vermißt, in Gefgsch.: [1119, 260, 1542, 274]
casualty-entry: Pulina, Johann, Vizefdw. — 13. 12. Fittigsdorf, Allenstein — bisher vermißt, in Gefgsch.: [157, 1191, 567, 1220]
casualty-entry: Rogalla, Johann — 22. 5. Burschewen, Sensburg — leicht verw.: [639, 1322, 1031, 1337]
casualty-entry: Renner, Hermann — 3. 8. Quenstedt — bisher verwundet, gefallen 2. 2. 16.: [639, 653, 1082, 682]
casualty-entry: Prante, Heinrich, Gefr. — 14. 7. Breitenkamp, Holzminden — l. v.: [157, 915, 561, 929]
casualty-entry: Roth, Adolf — 19. 11. Dunbenheim, Lahr — leicht verwundet.: [1119, 231, 1501, 245]
casualty-entry: Rinkloff, Hermann — 18. 6. Hildhausen — bisher vermißt, in Gefgsch.: [639, 1148, 1072, 1162]
casualty-entry: Rasch, Otto — 31. 10. Dresden — bisher verw. bisher vermißt.: [157, 1657, 543, 1672]
casualty-entry: Rosenthal, Rudolf, Ltn. d. R. — 21. 12. Berlin — leicht verw.: [639, 1846, 1010, 1861]
casualty-entry: Rauch, Max — 20. 4. Enzisk — leicht verwundet.: [157, 1788, 459, 1803]
